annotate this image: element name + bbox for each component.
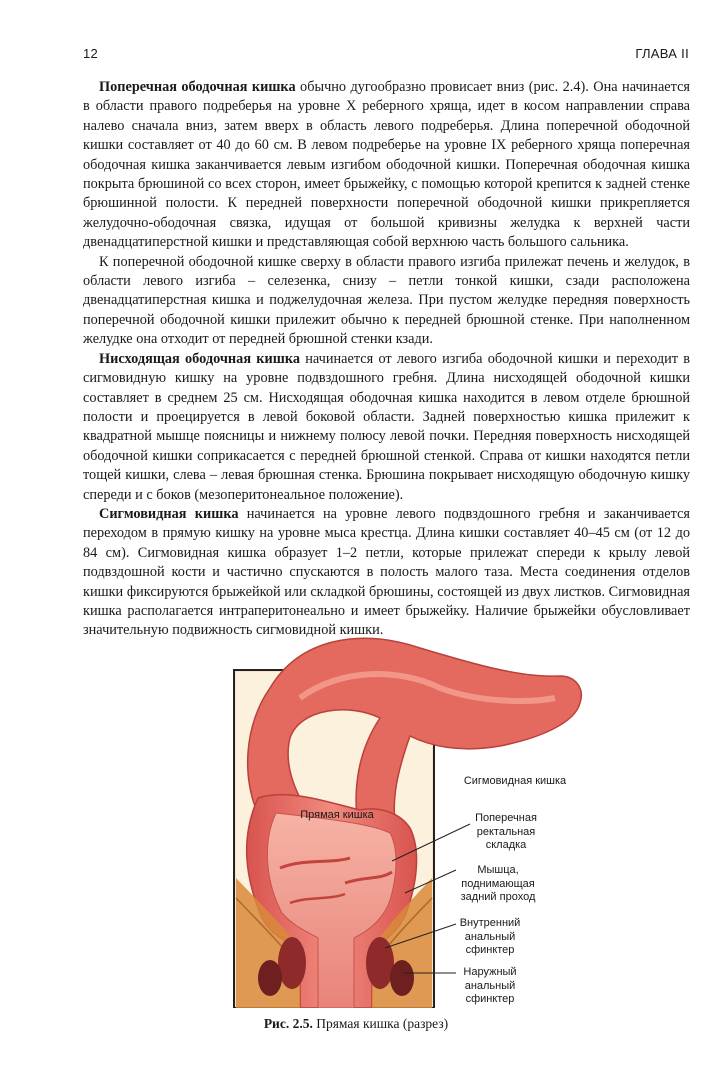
label-external: Наружный анальный сфинктер	[463, 966, 517, 1005]
running-head	[83, 46, 689, 61]
paragraph: Сигмовидная кишка начинается на уровне левого подвздошного гребня и заканчивается переходом в прямую кишку на уровне мыса крестца. Длина кишки составляет 40–45 см (от 12 до 84 см). Сигмовидная кишка образует 1–2 петли, которые прилежат спереди к крылу левой подвздошной кости и частично спускаются в полость малого таза. Места соединения отделов кишки фиксируются брыжейкой или складкой брюшины, состоящей из двух листков. Сигмовидная кишка располагается интраперитонеально и имеет брыжейку. Наличие брыжейки обусловливает значительную подвижность сигмовидной кишки.	[83, 505, 691, 639]
caption-text: Прямая кишка (разрез)	[312, 1016, 449, 1031]
label-sigmoid: Сигмовидная кишка	[463, 775, 567, 787]
figure-rectum	[0, 628, 712, 1008]
paragraph: К поперечной ободочной кишке сверху в области правого изгиба прилежат печень и желудок, в области левого изгиба – селезенка, снизу – петли тонкой кишки, сзади расположена двенадцатиперстная кишка и поджелудочная железа. При пустом желудке передняя поверхность поперечной ободочной кишки прилежит обычно к передней брюшной стенке. При наполненном желудке она отходит от передней брюшной стенки кзади.	[83, 253, 690, 348]
term: Нисходящая ободочная кишка	[99, 350, 301, 367]
label-internal: Внутренний анальный сфинктер	[459, 917, 521, 956]
label-fold: Поперечная ректальная складка	[475, 812, 537, 851]
paragraph: Поперечная ободочная кишка обычно дугообразно провисает вниз (рис. 2.4). Она начинается в области правого подреберья на уровне X реберного хряща, идет в косом направлении справа налево сначала вниз, затем вверх в область левого подреберья. Длина поперечной ободочной кишки составляет от 40 до 60 см. В левом подреберье на уровне IX реберного хряща поперечная ободочная кишка заканчивается левым изгибом ободочной кишки. Поперечная ободочная кишка покрыта брюшиной со всех сторон, имеет брыжейку, с помощью которой крепится к задней стенке брюшинной полости. К передней поверхности поперечной ободочной кишки прикрепляется желудочно-ободочная связка, идущая от большой кривизны желудка к верхней части двенадцатиперстной кишки и представляющая собой верхнюю часть большого сальника.	[83, 79, 690, 251]
figure-caption	[0, 1016, 712, 1032]
body-text	[83, 78, 690, 641]
label-levator: Мышца, поднимающая задний проход	[460, 864, 536, 903]
label-rectum: Прямая кишка	[300, 809, 374, 821]
caption-number: Рис. 2.5.	[263, 1016, 313, 1031]
paragraph: Нисходящая ободочная кишка начинается от левого изгиба ободочной кишки и переходит в сигмовидную кишку на уровне подвздошного гребня. Длина нисходящей ободочной кишки составляет в среднем 25 см. Нисходящая ободочная кишка находится в левом отделе брюшной полости и проецируется в левой боковой области. Задней поверхностью кишка прилежит к квадратной мышце поясницы и нижнему полюсу левой почки. Передняя поверхность нисходящей ободочной кишки соприкасается с передней брюшной стенкой. Справа от кишки находятся петли тощей кишки, слева – левая брюшная стенка. Брюшина покрывает нисходящую ободочную кишку спереди и с боков (мезоперитонеальное положение).	[83, 350, 690, 503]
term: Поперечная ободочная кишка	[99, 79, 296, 95]
external-sphincter-left	[258, 960, 282, 996]
external-sphincter-right	[390, 960, 414, 996]
term: Сигмовидная кишка	[99, 505, 239, 522]
internal-sphincter-left	[278, 937, 306, 989]
page-number: 12	[83, 46, 99, 61]
chapter-title: ГЛАВА II	[635, 46, 689, 61]
internal-sphincter-right	[366, 937, 394, 989]
